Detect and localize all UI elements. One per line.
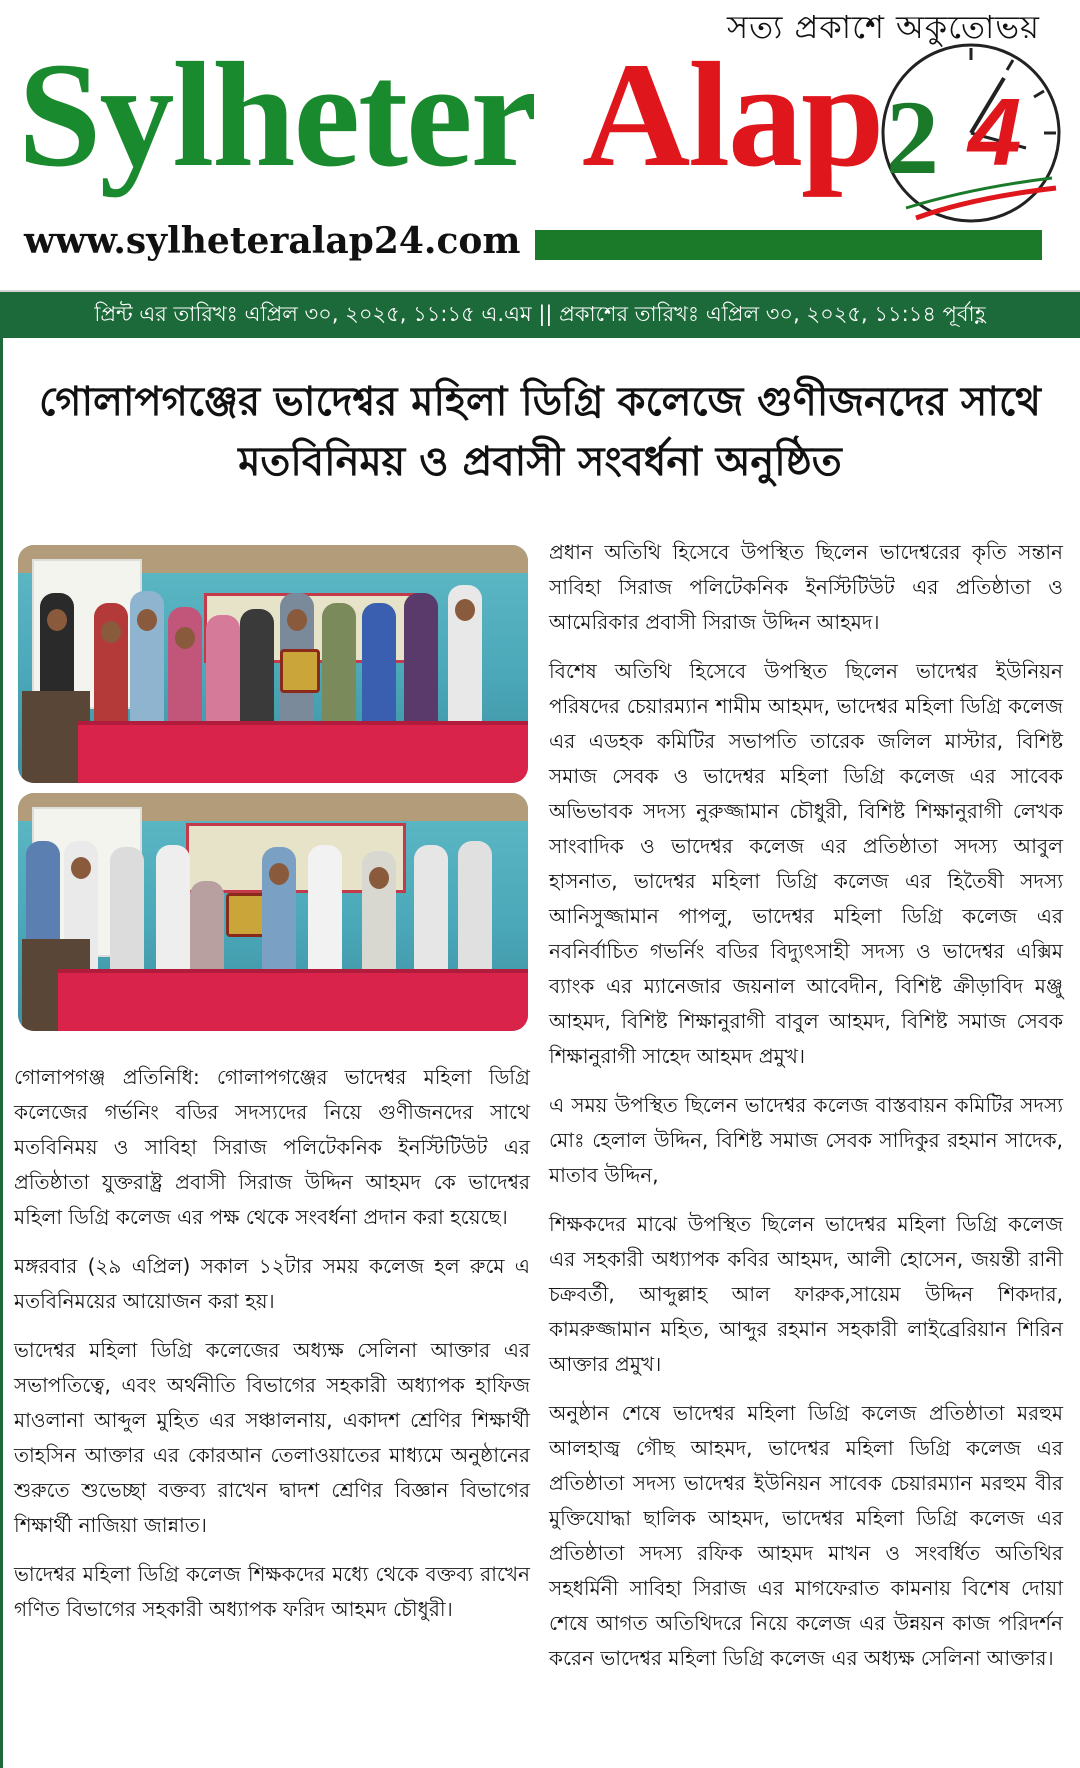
article-paragraph: বিশেষ অতিথি হিসেবে উপস্থিত ছিলেন ভাদেশ্বর ইউনিয়ন পরিষদের চেয়ারম্যান শামীম আহমদ, ভাদেশ্বর মহিলা ডিগ্রি কলেজ এর এডহক কমিটির সভাপতি তারেক জলিল মাস্টার, বিশিষ্ট সমাজ সেবক ও ভাদেশ্বর মহিলা ডিগ্রি কলেজ এর সাবেক অভিভাবক সদস্য নুরুজ্জামান চৌধুরী, বিশিষ্ট শিক্ষানুরাগী লেখক সাংবাদিক ও ভাদেশ্বর কলেজ এর প্রতিষ্ঠাতা সদস্য আবুল হাসনাত, ভাদেশ্বর মহিলা ডিগ্রি কলেজ এর হিতৈষী সদস্য আনিসুজ্জামান পাপলু, ভাদেশ্বর মহিলা ডিগ্রি কলেজ এর নবনির্বাচিত গভর্নিং বডির বিদ্যুৎসাহী সদস্য ও ভাদেশ্বর এক্সিম ব্যাংক এর ম্যানেজার জয়নাল আবেদীন, বিশিষ্ট ক্রীড়াবিদ মঞ্জু আহমদ, বিশিষ্ট শিক্ষানুরাগী বাবুল আহমদ, বিশিষ্ট সমাজ সেবক শিক্ষানুরাগী সাহেদ আহমদ প্রমুখ। [549,659,1063,1068]
slogan: সত্য প্রকাশে অকুতোভয় [726,8,1040,46]
article-paragraph: ভাদেশ্বর মহিলা ডিগ্রি কলেজ শিক্ষকদের মধ্যে থেকে বক্তব্য রাখেন গণিত বিভাগের সহকারী অধ্যাপক ফরিদ আহমদ চৌধুরী। [14,1562,530,1621]
event-photo-2 [18,793,528,1031]
article-paragraph: প্রধান অতিথি হিসেবে উপস্থিত ছিলেন ভাদেশ্বরের কৃতি সন্তান সাবিহা সিরাজ পলিটেকনিক ইনস্টিটিউট এর প্রতিষ্ঠাতা ও আমেরিকার প্রবাসী সিরাজ উদ্দিন আহমদ। [549,540,1063,634]
masthead [0,0,1080,290]
logo-digit-2: 2 [886,79,939,196]
website-url[interactable]: www.sylheteralap24.com [24,220,521,262]
date-bar [0,290,1080,338]
article-column-right [549,535,1063,1690]
article-paragraph: এ সময় উপস্থিত ছিলেন ভাদেশ্বর কলেজ বাস্তবায়ন কমিটির সদস্য মোঃ হেলাল উদ্দিন, বিশিষ্ট সমাজ সেবক সাদিকুর রহমান সাদেক, মাতাব উদ্দিন, [549,1093,1063,1187]
article-paragraph: ভাদেশ্বর মহিলা ডিগ্রি কলেজের অধ্যক্ষ সেলিনা আক্তার এর সভাপতিত্বে, এবং অর্থনীতি বিভাগের সহকারী অধ্যাপক হাফিজ মাওলানা আব্দুল মুহিত এর সঞ্চালনায়, একাদশ শ্রেণির শিক্ষার্থী তাহসিন আক্তার এর কোরআন তেলাওয়াতের মাধ্যমে অনুষ্ঠানের শুরুতে শুভেচ্ছা বক্তব্য রাখেন দ্বাদশ শ্রেণির বিজ্ঞান বিভাগের শিক্ষার্থী নাজিয়া জান্নাত। [14,1338,530,1537]
logo-alap: Alap [582,32,883,198]
article-paragraph: গোলাপগঞ্জ প্রতিনিধি: গোলাপগঞ্জের ভাদেশ্বর মহিলা ডিগ্রি কলেজের গর্ভনিং বডির সদস্যদের নিয়ে গুণীজনদের সাথে মতবিনিময় ও সাবিহা সিরাজ পলিটেকনিক ইনস্টিটিউট এর প্রতিষ্ঠাতা যুক্তরাষ্ট্র প্রবাসী সিরাজ উদ্দিন আহমদ কে ভাদেশ্বর মহিলা ডিগ্রি কলেজ এর পক্ষ থেকে সংবর্ধনা প্রদান করা হয়েছে। [14,1065,530,1229]
headline-line-1: গোলাপগঞ্জের ভাদেশ্বর মহিলা ডিগ্রি কলেজে গুণীজনদের সাথে [39,379,1041,425]
article-paragraph: মঙ্গরবার (২৯ এপ্রিল) সকাল ১২টার সময় কলেজ হল রুমে এ মতবিনিময়ের আয়োজন করা হয়। [14,1254,530,1313]
logo-sylheter: Sylheter [18,32,536,198]
logo-digit-4: 4 [968,79,1022,186]
article-paragraph: অনুষ্ঠান শেষে ভাদেশ্বর মহিলা ডিগ্রি কলেজ প্রতিষ্ঠাতা মরহুম আলহাজ্ব গৌছ আহমদ, ভাদেশ্বর মহিলা ডিগ্রি কলেজ এর প্রতিষ্ঠাতা সদস্য ভাদেশ্বর ইউনিয়ন সাবেক চেয়ারম্যান মরহুম বীর মুক্তিযোদ্ধা ছালিক আহমদ, ভাদেশ্বর মহিলা ডিগ্রি কলেজ এর প্রতিষ্ঠাতা সদস্য রফিক আহমদ মাখন ও সংবর্ধিত অতিথির সহধর্মিনী সাবিহা সিরাজ এর মাগফেরাত কামনায় বিশেষ দোয়া শেষে আগত অতিথিদরে নিয়ে কলেজ এর উন্নয়ন কাজ পরিদর্শন করেন ভাদেশ্বর মহিলা ডিগ্রি কলেজ এর অধ্যক্ষ সেলিনা আক্তার। [549,1401,1063,1670]
event-photo-1 [18,545,528,783]
headline-line-2: মতবিনিময় ও প্রবাসী সংবর্ধনা অনুষ্ঠিত [238,439,842,485]
print-publish-dates: প্রিন্ট এর তারিখঃ এপ্রিল ৩০, ২০২৫, ১১:১৫ এ.এম || প্রকাশের তারিখঃ এপ্রিল ৩০, ২০২৫, ১১:১৪ পূর্বাহ্ণ [94,301,986,326]
article-paragraph: শিক্ষকদের মাঝে উপস্থিত ছিলেন ভাদেশ্বর মহিলা ডিগ্রি কলেজ এর সহকারী অধ্যাপক কবির আহমদ, আলী হোসেন, জয়ন্তী রানী চক্রবর্তী, আব্দুল্লাহ আল ফারুক,সায়েম উদ্দিন শিকদার, কামরুজ্জামান মহিত, আব্দুর রহমান সহকারী লাইব্রেরিয়ান শিরিন আক্তার প্রমুখ। [549,1212,1063,1376]
masthead-rule [535,230,1042,260]
article-headline [14,372,1066,492]
article-column-left [14,1060,530,1641]
